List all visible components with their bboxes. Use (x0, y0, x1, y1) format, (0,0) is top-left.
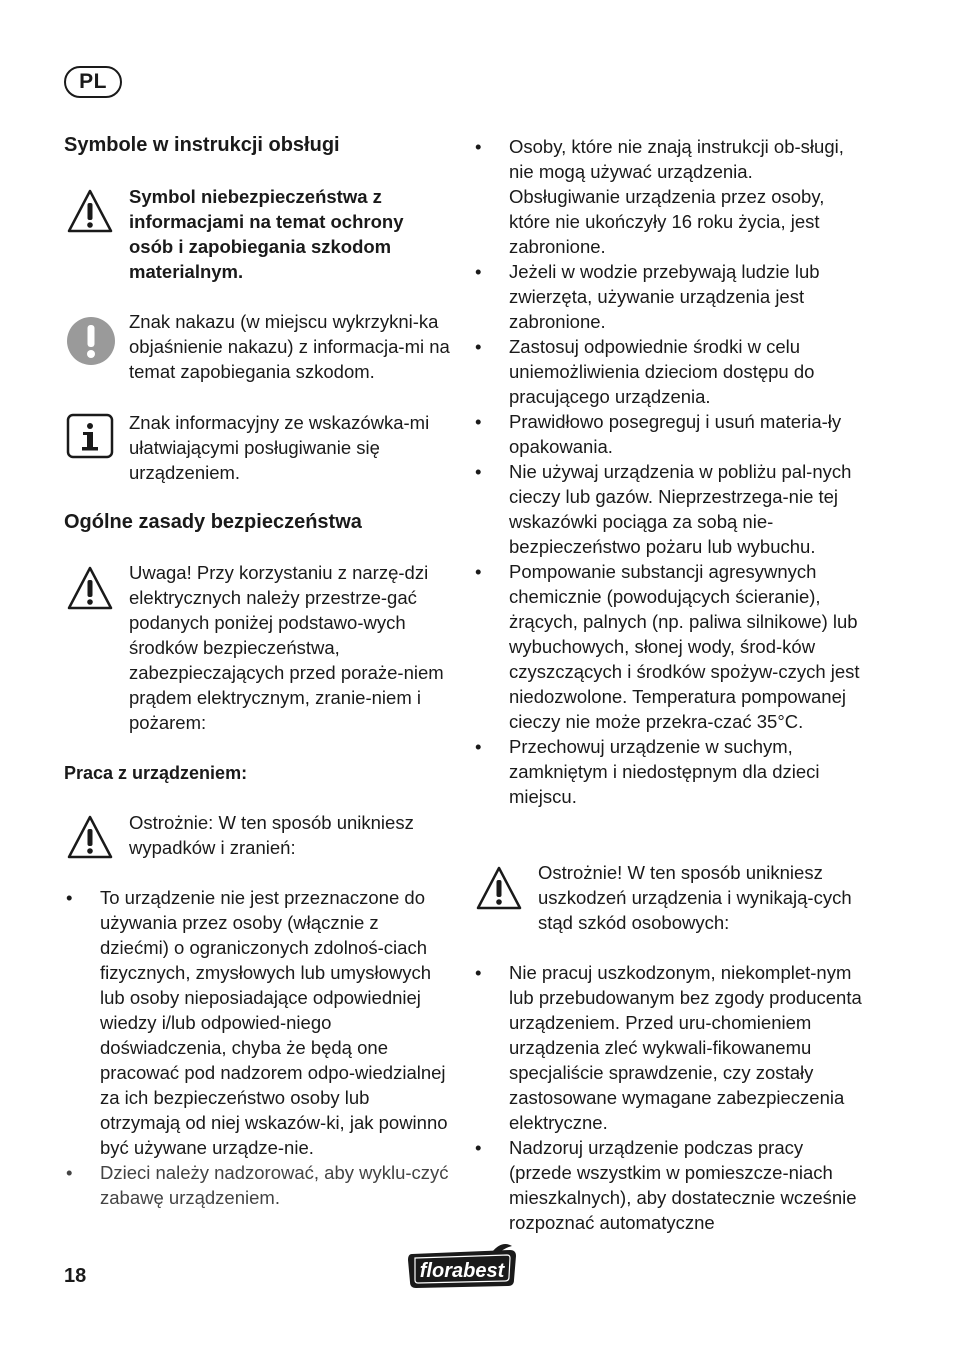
list-item: • To urządzenie nie jest przeznaczone do używania przez osoby (włącznie z dziećmi) o ograniczonych zdolnoś-ciach fizycznych, zmysłowych lub umysłowych lub osoby nieposiadające odpowiedniej wiedzy i/lub odpowied-niego doświadczenia, chyba że będą one pracować pod nadzorem odpo-wiedzialnej za ich bezpieczeństwo osoby lub otrzymają od niej wskazów-ki, jak powinno być używane urządze-nie. (64, 885, 452, 1160)
list-item: • Dzieci należy nadzorować, aby wyklu-czyć zabawę urządzeniem. (64, 1160, 452, 1210)
list-item: • Nie używaj urządzenia w pobliżu pal-nych cieczy lub gazów. Nieprzestrzega-nie tej wskazówki pociąga za sobą nie-bezpieczeństwo pożaru lub wybuchu. (473, 459, 863, 559)
attention-paragraph: Uwaga! Przy korzystaniu z narzę-dzi elektrycznych należy przestrze-gać podanych poniżej podstawo-wych środków bezpieczeństwa, zabezpieczających przed poraże-niem prądem elektrycznym, zranie-niem i pożarem: (129, 562, 444, 733)
section-title-symbols: Symbole w instrukcji obsługi (64, 134, 340, 156)
symbol-mandatory-description: Znak nakazu (w miejscu wykrzykni-ka objaśnienie nakazu) z informacja-mi na temat zapobiegania szkodom. (129, 311, 450, 382)
list-item: • Prawidłowo posegreguj i usuń materia-ły opakowania. (473, 409, 863, 459)
section-title-general-safety: Ogólne zasady bezpieczeństwa (64, 511, 362, 533)
warning-triangle-icon (66, 814, 114, 860)
florabest-logo (406, 1244, 520, 1290)
mandatory-sign-icon (66, 316, 116, 366)
symbol-warning-description: Symbol niebezpieczeństwa z informacjami na temat ochrony osób i zapobiegania szkodom materialnym. (129, 186, 404, 282)
caution-paragraph-damage: Ostrożnie! W ten sposób unikniesz uszkodzeń urządzenia i wynikają-cych stąd szkód osobowych: (538, 862, 852, 933)
list-item: • Nie pracuj uszkodzonym, niekomplet-nym lub przebudowanym bez zgody producenta urządzeniem. Przed uru-chomieniem urządzenia zleć wykwali-fikowanemu specjaliście sprawdzenie, czy zostały zastosowane wymagane zabezpieczenia elektryczne. (473, 960, 863, 1135)
list-item: • Nadzoruj urządzenie podczas pracy (przede wszystkim w pomieszcze-niach mieszkalnych), aby dostatecznie wcześnie rozpoznać automatyczne (473, 1135, 863, 1235)
warning-triangle-icon (66, 188, 114, 234)
symbol-info-description: Znak informacyjny ze wskazówka-mi ułatwiającymi posługiwanie się urządzeniem. (129, 412, 430, 483)
warning-triangle-icon (66, 565, 114, 611)
page-number: 18 (64, 1265, 87, 1287)
info-sign-icon (66, 413, 114, 459)
language-badge: PL (64, 66, 122, 98)
list-item: • Przechowuj urządzenie w suchym, zamkniętym i niedostępnym dla dzieci miejscu. (473, 734, 863, 809)
logo-text: florabest (419, 1260, 505, 1282)
left-bullet-list (64, 885, 452, 1210)
list-item: • Zastosuj odpowiednie środki w celu uniemożliwienia dzieciom dostępu do pracującego urządzenia. (473, 334, 863, 409)
right-bullet-list-bottom (473, 960, 863, 1235)
caution-paragraph-injuries: Ostrożnie: W ten sposób unikniesz wypadków i zranień: (129, 812, 414, 858)
list-item: • Jeżeli w wodzie przebywają ludzie lub zwierzęta, używanie urządzenia jest zabronione. (473, 259, 863, 334)
list-item: • Osoby, które nie znają instrukcji ob-sługi, nie mogą używać urządzenia. Obsługiwanie urządzenia przez osoby, które nie ukończyły 16 roku życia, jest zabronione. (473, 134, 863, 259)
list-item: • Pompowanie substancji agresywnych chemicznie (powodujących ścieranie), żrących, palnych (np. paliwa silnikowe) lub wybuchowych, słonej wody, środ-ków czyszczących i środków spożyw-czych jest niedozwolone. Temperatura pompowanej cieczy nie może przekra-czać 35°C. (473, 559, 863, 734)
subsection-title-working: Praca z urządzeniem: (64, 763, 248, 783)
right-bullet-list-top (473, 134, 863, 809)
warning-triangle-icon (475, 865, 523, 911)
